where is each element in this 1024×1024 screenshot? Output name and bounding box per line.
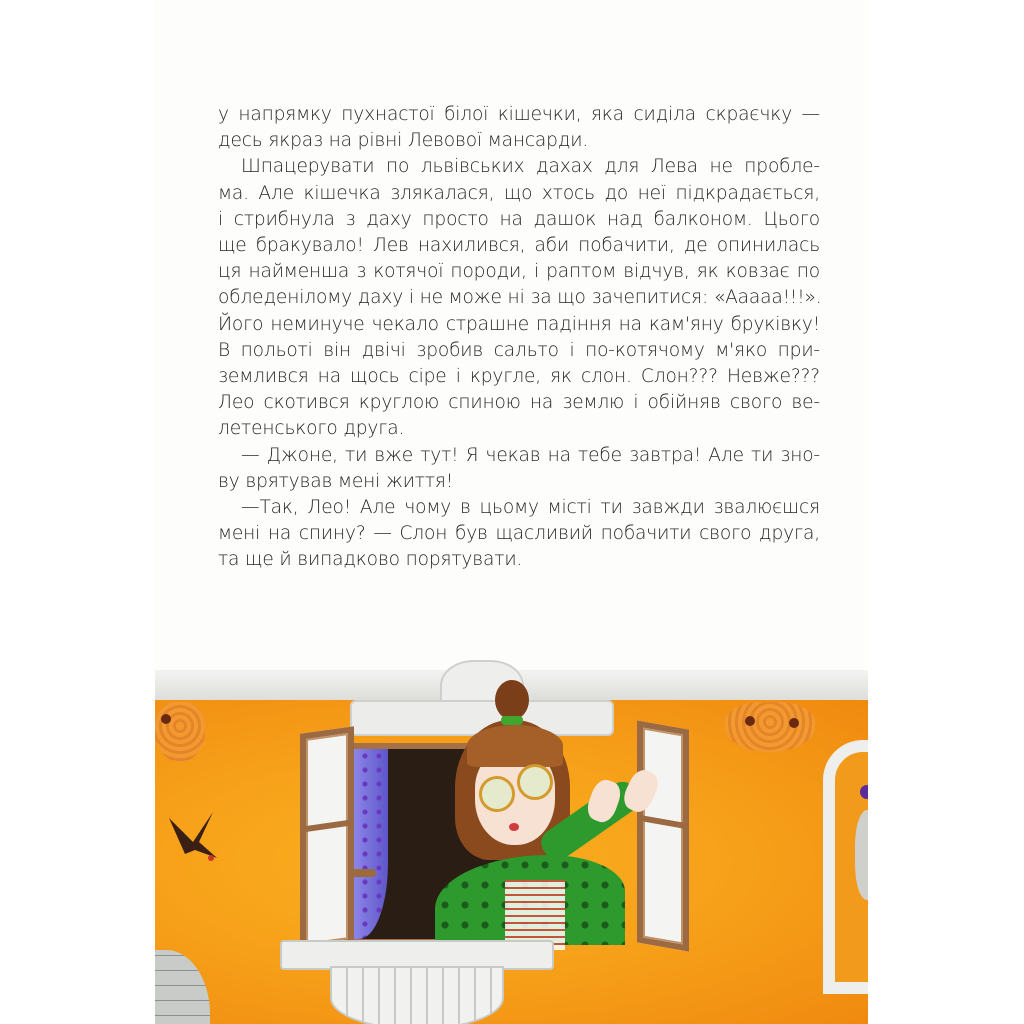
swallow-bird-icon	[165, 808, 221, 864]
text-line: землився на щось сіре і кругле, як слон. Слон??? Невже???	[218, 366, 820, 388]
text-line: обледенілому даху і не може ні за що зачепитися: «Ааааа!!!».	[218, 287, 822, 309]
text-line: ще бракувало! Лев нахилився, аби побачити, де опинилась	[218, 235, 820, 257]
text-line: ця найменша з котячої породи, і раптом відчув, як ковзає по	[218, 261, 820, 283]
text-line: Його неминуче чекало страшне падіння на кам'яну бруківку!	[218, 313, 820, 335]
glasses-icon	[517, 764, 553, 800]
text-line: у напрямку пухнастої білої кішечки, яка сиділа скраєчку —	[218, 104, 820, 125]
hair-bun	[495, 680, 529, 720]
text-line: —Так, Лео! Але чому в цьому місті ти завжди звалюєшся	[241, 497, 820, 519]
text-line: Лео скотився круглою спиною на землю і обійняв свого ве-	[218, 392, 820, 414]
vase	[855, 810, 868, 900]
text-line: десь якраз на рівні Левової мансарди.	[218, 130, 589, 152]
mouth	[509, 823, 519, 831]
text-line: та ще й випадково порятувати.	[218, 549, 523, 571]
book-page	[155, 0, 868, 1024]
text-line: мені на спину? — Слон був щасливий побачити свого друга,	[218, 523, 820, 545]
window-corbel	[330, 966, 504, 1024]
beehive-icon	[155, 702, 205, 762]
hair-tie	[501, 716, 523, 725]
text-line: ву врятував мені життя!	[218, 470, 454, 492]
text-line: і стрибнула з даху просто на дашок над балконом. Цього	[218, 208, 820, 230]
illustration	[155, 660, 868, 1024]
left-shutter	[300, 726, 354, 952]
beehive-icon	[725, 702, 815, 752]
text-line: — Джоне, ти вже тут! Я чекав на тебе завтра! Але ти зно-	[241, 444, 820, 466]
girl-figure	[395, 680, 655, 940]
text-line: В польоті він двічі зробив сальто і по-котячому м'яко при-	[218, 339, 820, 361]
flower-icon	[860, 785, 868, 799]
glasses-icon	[479, 776, 515, 812]
story-text	[218, 102, 820, 574]
bangs	[467, 725, 563, 767]
text-line: Шпацерувати по львівських дахах для Лева не пробле-	[241, 156, 820, 178]
text-line: ма. Але кішечка злякалася, що хтось до неї підкрадається,	[218, 182, 820, 204]
text-line: летенського друга.	[218, 418, 405, 440]
